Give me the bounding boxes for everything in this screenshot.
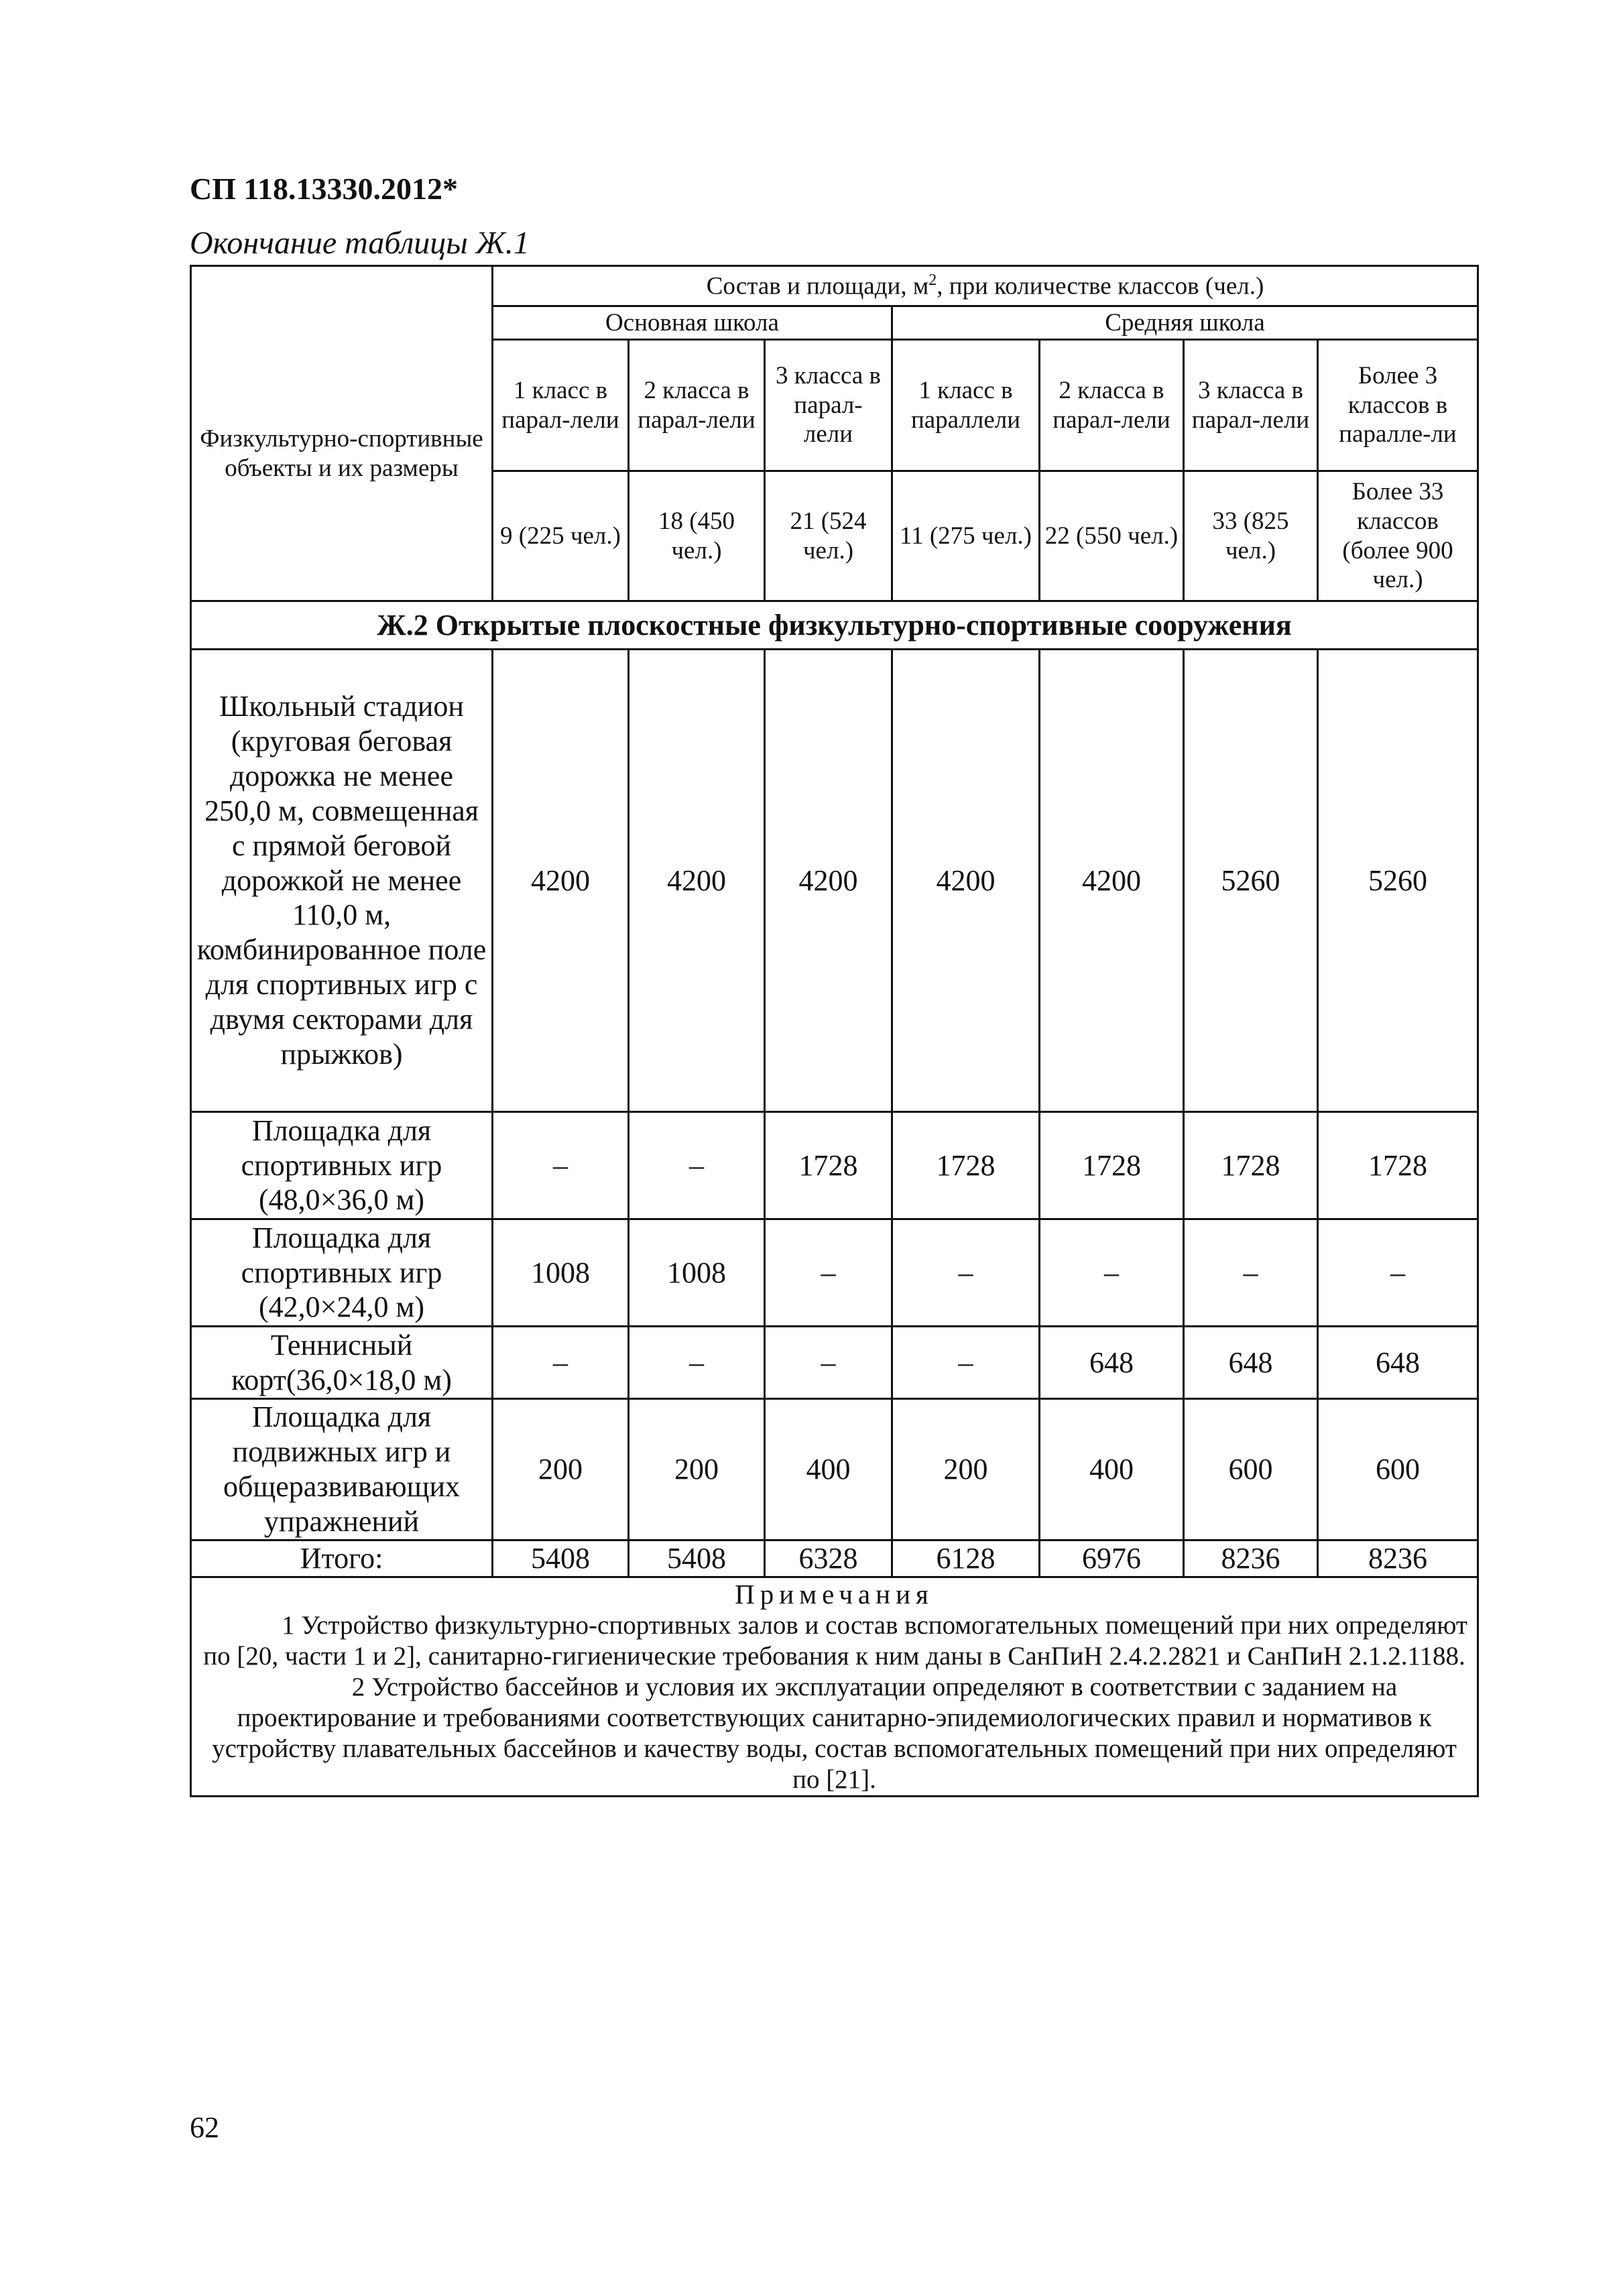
- group-basic-school: Основная школа: [493, 306, 892, 340]
- table-cell: 648: [1040, 1327, 1184, 1399]
- notes-title: Примечания: [735, 1578, 934, 1610]
- table-cell: 4200: [1040, 650, 1184, 1112]
- section-title: Ж.2 Открытые плоскостные физкультурно-спортивные сооружения: [191, 601, 1478, 650]
- table-cell: 5260: [1318, 650, 1478, 1112]
- facility-name: Площадка для спортивных игр (42,0×24,0 м): [191, 1219, 493, 1327]
- facility-name: Площадка для подвижных игр и общеразвивающих упражнений: [191, 1399, 493, 1540]
- note-1: 1 Устройство физкультурно-спортивных залов и состав вспомогательных помещений при них определяют по [20, части 1 и 2], санитарно-гигиенические требования к ним даны в СанПиН 2.4.2.2821 и СанПиН 2.1.2.1188.: [203, 1610, 1467, 1671]
- table-row: [191, 650, 1478, 1112]
- table-cell: 1728: [765, 1112, 892, 1219]
- table-cell: –: [493, 1112, 629, 1219]
- table-cell: 600: [1318, 1399, 1478, 1540]
- total-cell: 5408: [493, 1540, 629, 1577]
- table-cell: –: [765, 1327, 892, 1399]
- table-caption: Окончание таблицы Ж.1: [190, 225, 530, 261]
- table-cell: 200: [629, 1399, 765, 1540]
- total-cell: 6128: [892, 1540, 1040, 1577]
- table-cell: 200: [892, 1399, 1040, 1540]
- facility-name: Школьный стадион (круговая беговая дорожка не менее 250,0 м, совмещенная с прямой беговой дорожкой не менее 110,0 м, комбинированное поле для спортивных игр с двумя секторами для прыжков): [191, 650, 493, 1112]
- page-number: 62: [190, 2111, 219, 2144]
- table-row: [191, 1327, 1478, 1399]
- table-cell: 4200: [892, 650, 1040, 1112]
- table-cell: 600: [1184, 1399, 1318, 1540]
- table-cell: 1728: [1184, 1112, 1318, 1219]
- table-cell: –: [493, 1327, 629, 1399]
- column-pupils-header: 9 (225 чел.): [493, 471, 629, 601]
- facility-name: Теннисный корт(36,0×18,0 м): [191, 1327, 493, 1399]
- composition-header: Состав и площади, $м^2$, при количестве классов (чел.): [493, 266, 1478, 306]
- table-cell: –: [1040, 1219, 1184, 1327]
- table-row: [191, 1399, 1478, 1540]
- column-pupils-header: Более 33 классов (более 900 чел.): [1318, 471, 1478, 601]
- column-classes-header: 2 класса в парал-лели: [1040, 340, 1184, 471]
- column-classes-header: 3 класса в парал-лели: [1184, 340, 1318, 471]
- table-cell: 1008: [629, 1219, 765, 1327]
- column-classes-header: Более 3 классов в паралле-ли: [1318, 340, 1478, 471]
- group-secondary-school: Средняя школа: [892, 306, 1478, 340]
- column-pupils-header: 21 (524 чел.): [765, 471, 892, 601]
- column-pupils-header: 11 (275 чел.): [892, 471, 1040, 601]
- row-header-cell: Физкультурно-спортивные объекты и их размеры: [191, 266, 493, 601]
- total-cell: 8236: [1184, 1540, 1318, 1577]
- table-cell: –: [1184, 1219, 1318, 1327]
- table-cell: –: [629, 1112, 765, 1219]
- table-cell: 200: [493, 1399, 629, 1540]
- total-cell: 6976: [1040, 1540, 1184, 1577]
- column-classes-header: 3 класса в парал-лели: [765, 340, 892, 471]
- table-cell: 648: [1184, 1327, 1318, 1399]
- table-cell: 4200: [493, 650, 629, 1112]
- data-table: [190, 265, 1479, 1797]
- facility-name: Площадка для спортивных игр (48,0×36,0 м): [191, 1112, 493, 1219]
- total-cell: 5408: [629, 1540, 765, 1577]
- document-code: СП 118.13330.2012*: [190, 172, 458, 206]
- total-cell: 8236: [1318, 1540, 1478, 1577]
- table-cell: 5260: [1184, 650, 1318, 1112]
- table-cell: –: [892, 1327, 1040, 1399]
- column-pupils-header: 18 (450 чел.): [629, 471, 765, 601]
- column-pupils-header: 22 (550 чел.): [1040, 471, 1184, 601]
- table-cell: 4200: [765, 650, 892, 1112]
- notes-cell: [191, 1577, 1478, 1796]
- column-classes-header: 2 класса в парал-лели: [629, 340, 765, 471]
- total-label: Итого:: [191, 1540, 493, 1577]
- note-2: 2 Устройство бассейнов и условия их эксплуатации определяют в соответствии с заданием на проектирование и требованиями соответствующих санитарно-эпидемиологических правил и нормативов к устройству плавательных бассейнов и качеству воды, состав вспомогательных помещений при них определяют по [21].: [212, 1672, 1457, 1794]
- total-row: [191, 1540, 1478, 1577]
- column-pupils-header: 33 (825 чел.): [1184, 471, 1318, 601]
- table-cell: 648: [1318, 1327, 1478, 1399]
- table-cell: 1728: [1318, 1112, 1478, 1219]
- table-cell: –: [629, 1327, 765, 1399]
- table-cell: –: [892, 1219, 1040, 1327]
- column-classes-header: 1 класс в парал-лели: [493, 340, 629, 471]
- column-classes-header: 1 класс в параллели: [892, 340, 1040, 471]
- table-cell: –: [765, 1219, 892, 1327]
- table-row: [191, 1112, 1478, 1219]
- table-cell: 400: [765, 1399, 892, 1540]
- table-cell: 1728: [1040, 1112, 1184, 1219]
- table-cell: 1008: [493, 1219, 629, 1327]
- table-cell: 4200: [629, 650, 765, 1112]
- table-cell: –: [1318, 1219, 1478, 1327]
- table-row: [191, 1219, 1478, 1327]
- total-cell: 6328: [765, 1540, 892, 1577]
- table-cell: 400: [1040, 1399, 1184, 1540]
- table-cell: 1728: [892, 1112, 1040, 1219]
